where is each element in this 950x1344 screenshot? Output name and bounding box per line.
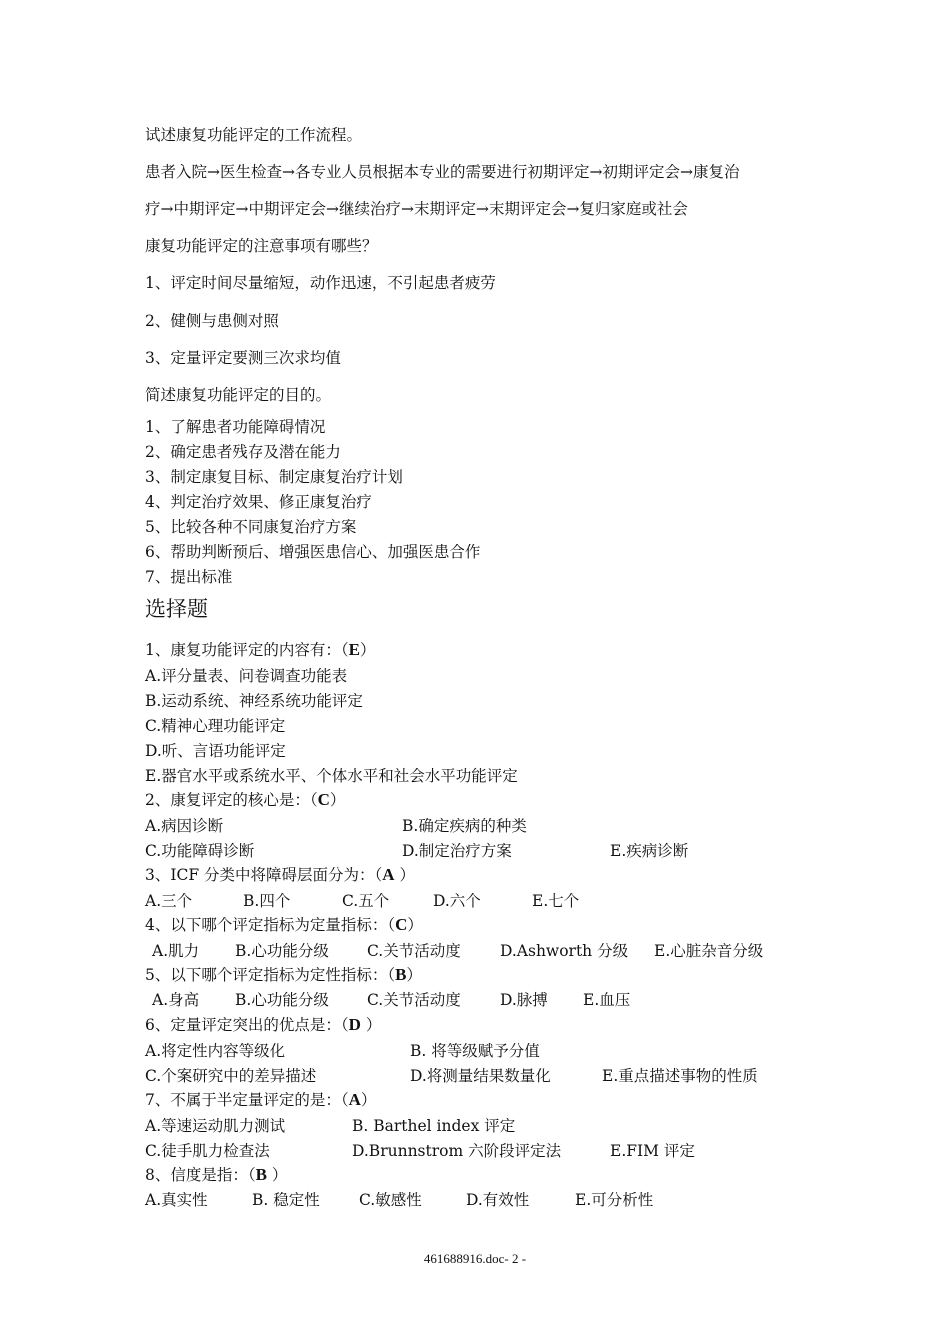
option: E.七个	[532, 892, 580, 910]
answer-letter: D	[348, 1015, 361, 1034]
option: B.心功能分级	[235, 942, 329, 960]
answer-letter: B	[395, 965, 407, 984]
question-workflow: 试述康复功能评定的工作流程。	[145, 126, 363, 144]
answer-workflow-line1: 患者入院→医生检查→各专业人员根据本专业的需要进行初期评定→初期评定会→康复治	[145, 163, 740, 181]
purpose-item: 4、判定治疗效果、修正康复治疗	[145, 493, 372, 511]
option: C.精神心理功能评定	[145, 717, 286, 735]
option: A.三个	[145, 892, 193, 910]
question-stem	[145, 1090, 376, 1110]
option: B. 将等级赋予分值	[410, 1042, 540, 1060]
stem-close: ）	[406, 966, 422, 984]
option: A.将定性内容等级化	[145, 1042, 286, 1060]
precaution-item: 2、健侧与患侧对照	[145, 312, 279, 330]
question-precautions: 康复功能评定的注意事项有哪些？	[145, 237, 378, 255]
option: D.制定治疗方案	[402, 842, 512, 860]
precaution-item: 3、定量评定要测三次求均值	[145, 349, 341, 367]
option: E.器官水平或系统水平、个体水平和社会水平功能评定	[145, 767, 518, 785]
stem-text: 7、不属于半定量评定的是：（	[145, 1091, 349, 1109]
question-stem	[145, 1165, 287, 1185]
option: B.确定疾病的种类	[402, 817, 527, 835]
stem-text: 2、康复评定的核心是：（	[145, 791, 318, 809]
option: D.有效性	[466, 1191, 530, 1209]
question-stem	[145, 1015, 381, 1035]
question-stem	[145, 915, 423, 935]
option: A.肌力	[152, 942, 200, 960]
stem-close: ）	[329, 791, 346, 809]
option: D.脉搏	[500, 991, 548, 1009]
purpose-item: 3、制定康复目标、制定康复治疗计划	[145, 468, 403, 486]
option: D.听、言语功能评定	[145, 742, 286, 760]
option: C.关节活动度	[367, 942, 461, 960]
purpose-item: 1、了解患者功能障碍情况	[145, 418, 326, 436]
answer-letter: B	[255, 1165, 267, 1184]
option: A.真实性	[145, 1191, 208, 1209]
option: E.血压	[583, 991, 631, 1009]
section-title: 选择题	[145, 597, 208, 621]
stem-close: ）	[359, 641, 376, 659]
option: E.可分析性	[575, 1191, 654, 1209]
purpose-item: 2、确定患者残存及潜在能力	[145, 443, 341, 461]
answer-letter: A	[382, 865, 395, 884]
stem-text: 4、以下哪个评定指标为定量指标：（	[145, 916, 396, 934]
option: A.身高	[152, 991, 200, 1009]
purpose-item: 6、帮助判断预后、增强医患信心、加强医患合作	[145, 543, 481, 561]
option: E.疾病诊断	[610, 842, 689, 860]
option: B. Barthel index 评定	[352, 1117, 516, 1135]
option: A.等速运动肌力测试	[145, 1117, 286, 1135]
stem-close: ）	[360, 1091, 377, 1109]
answer-letter: A	[348, 1090, 361, 1109]
answer-letter: E	[348, 640, 360, 659]
stem-text: 5、以下哪个评定指标为定性指标：（	[145, 966, 396, 984]
question-purpose: 简述康复功能评定的目的。	[145, 386, 332, 404]
option: B.心功能分级	[235, 991, 329, 1009]
question-stem	[145, 965, 422, 985]
option: D.六个	[433, 892, 481, 910]
option: C.功能障碍诊断	[145, 842, 255, 860]
option: C.徒手肌力检查法	[145, 1142, 270, 1160]
option: B.四个	[243, 892, 291, 910]
answer-letter: C	[395, 915, 408, 934]
option: E.心脏杂音分级	[654, 942, 764, 960]
question-stem	[145, 640, 375, 660]
answer-workflow-line2: 疗→中期评定→中期评定会→继续治疗→末期评定→末期评定会→复归家庭或社会	[145, 200, 688, 218]
option: C.五个	[342, 892, 390, 910]
stem-text: 1、康复功能评定的内容有：（	[145, 641, 349, 659]
answer-letter: C	[317, 790, 330, 809]
option: E.重点描述事物的性质	[602, 1067, 758, 1085]
option: B. 稳定性	[252, 1191, 320, 1209]
option: B.运动系统、神经系统功能评定	[145, 692, 363, 710]
stem-close: ）	[407, 916, 423, 934]
option: D.Ashworth 分级	[500, 942, 629, 960]
option: C.关节活动度	[367, 991, 461, 1009]
option: A.病因诊断	[145, 817, 224, 835]
stem-text: 3、ICF 分类中将障碍层面分为：（	[145, 866, 383, 884]
stem-close: ）	[266, 1166, 288, 1184]
purpose-item: 7、提出标准	[145, 568, 233, 586]
option: A.评分量表、问卷调查功能表	[145, 667, 348, 685]
question-stem	[145, 865, 415, 885]
option: E.FIM 评定	[610, 1142, 695, 1160]
precaution-item: 1、评定时间尽量缩短，动作迅速，不引起患者疲劳	[145, 274, 496, 292]
option: C.个案研究中的差异描述	[145, 1067, 317, 1085]
option: D.将测量结果数量化	[410, 1067, 551, 1085]
option: D.Brunnstrom 六阶段评定法	[352, 1142, 562, 1160]
stem-close: ）	[394, 866, 415, 884]
stem-text: 6、定量评定突出的优点是：（	[145, 1016, 349, 1034]
stem-close: ）	[360, 1016, 382, 1034]
option: C.敏感性	[359, 1191, 422, 1209]
page-footer: 461688916.doc- 2 -	[423, 1251, 527, 1266]
question-stem	[145, 790, 345, 810]
purpose-item: 5、比较各种不同康复治疗方案	[145, 518, 357, 536]
stem-text: 8、信度是指：（	[145, 1166, 256, 1184]
